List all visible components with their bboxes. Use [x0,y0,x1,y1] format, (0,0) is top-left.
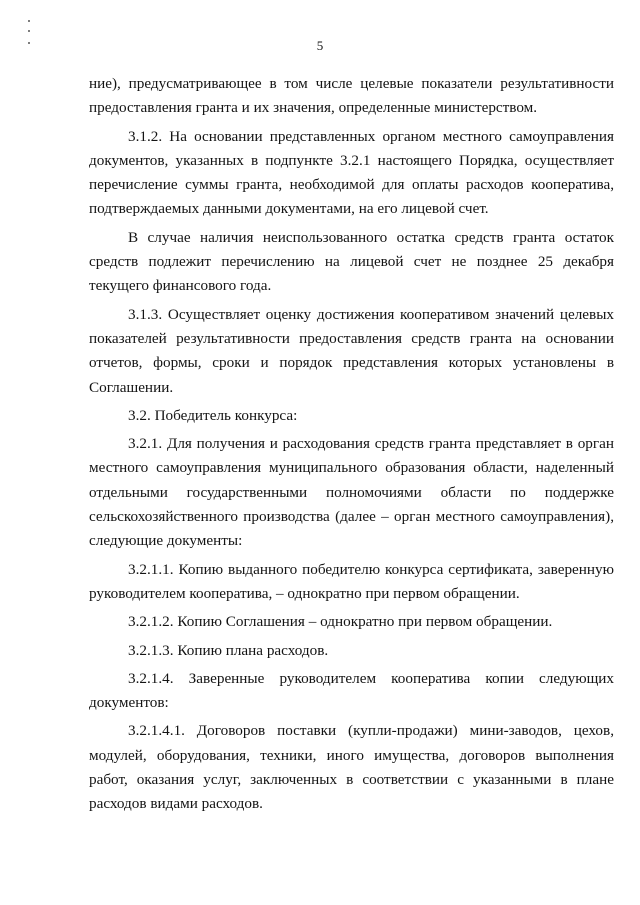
paragraph-3-2-1: 3.2.1. Для получения и расходования средств гранта представляет в орган местного самоуправления муниципального образования области, наделенный отдельными государственными полномочиями области по поддержке сельскохозяйственного производства (далее – орган местного самоуправления), следующие документы: [89,435,614,550]
paragraph-3-2-1-2: 3.2.1.2. Копию Соглашения – однократно при первом обращении. [128,613,553,631]
paragraph-3-2: 3.2. Победитель конкурса: [128,406,298,424]
paragraph-continuation: ние), предусматривающее в том числе целевые показатели результативности предоставления гранта и их значения, определенные министерством. [89,75,614,117]
paragraph-3-2-1-1: 3.2.1.1. Копию выданного победителю конкурса сертификата, заверенную руководителем кооператива, – однократно при первом обращении. [89,560,614,602]
paragraph-3-2-1-3: 3.2.1.3. Копию плана расходов. [128,641,329,659]
paragraph-3-2-1-4-1: 3.2.1.4.1. Договоров поставки (купли-продажи) мини-заводов, цехов, модулей, оборудования, техники, иного имущества, договоров выполнения работ, оказания услуг, заключенных в соответствии с указанными в плане расходов видами расходов. [89,722,614,813]
paragraph-3-1-3: 3.1.3. Осуществляет оценку достижения кооперативом значений целевых показателей результативности предоставления средств гранта на основании отчетов, формы, сроки и порядок представления которых установлены в Соглашении. [89,305,614,396]
paragraph-3-1-2: 3.1.2. На основании представленных органом местного самоуправления документов, указанных в подпункте 3.2.1 настоящего Порядка, осуществляет перечисление суммы гранта, необходимой для оплаты расходов кооператива, подтверждаемых данными документами, на его лицевой счет. [89,127,614,218]
document-body [89,72,614,821]
page-number: 5 [316,38,324,53]
paragraph-unused-balance: В случае наличия неиспользованного остатка средств гранта остаток средств подлежит перечислению на лицевой счет не позднее 25 декабря текущего финансового года. [89,228,614,295]
paragraph-3-2-1-4: 3.2.1.4. Заверенные руководителем кооператива копии следующих документов: [89,669,614,712]
